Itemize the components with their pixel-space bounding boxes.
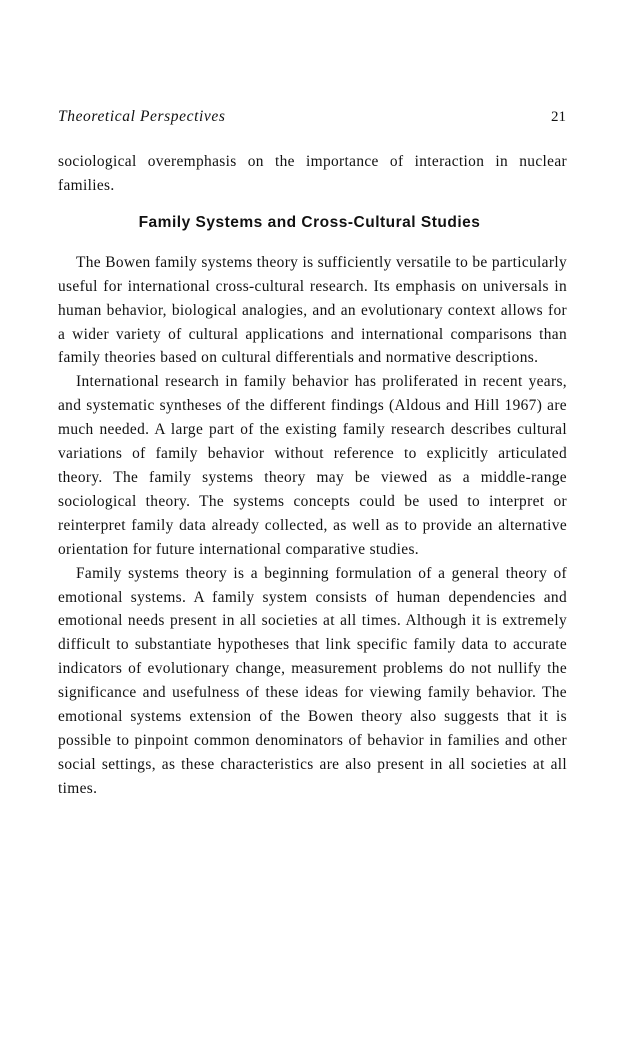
body-paragraph: International research in family behavior has proliferated in recent years, and systematic syntheses of the different findings (Aldous and Hill 1967) are much needed. A large part of the existing family research describes cultural variations of family behavior without reference to explicitly articulated theory. The family systems theory may be viewed as a middle-range sociological theory. The systems concepts could be used to interpret or reinterpret family data already collected, as well as to provide an alternative orientation for future international comparative studies. — [58, 373, 567, 558]
page-number: 21 — [551, 109, 566, 125]
section-heading: Family Systems and Cross-Cultural Studies — [138, 213, 481, 231]
running-title: Theoretical Perspectives — [58, 108, 226, 125]
running-head — [58, 106, 568, 128]
body-paragraph: Family systems theory is a beginning formulation of a general theory of emotional systems. A family system consists of human dependencies and emotional needs present in all societies at all times. Although it is extremely difficult to substantiate hypotheses that link specific family data to accurate indicators of evolutionary change, measurement problems do not nullify the significance and usefulness of these ideas for viewing family behavior. The emotional systems extension of the Bowen theory also suggests that it is possible to pinpoint common denominators of behavior in families and other social settings, as these characteristics are also present in all societies at all times. — [58, 564, 567, 797]
page-body — [58, 150, 567, 801]
lead-in-paragraph: sociological overemphasis on the importance of interaction in nuclear families. — [58, 153, 567, 194]
body-paragraph: The Bowen family systems theory is sufficiently versatile to be particularly useful for international cross-cultural research. Its emphasis on universals in human behavior, biological analogies, and an evolutionary context allows for a wider variety of cultural applications and international comparisons than family theories based on cultural differentials and normative descriptions. — [58, 253, 567, 367]
